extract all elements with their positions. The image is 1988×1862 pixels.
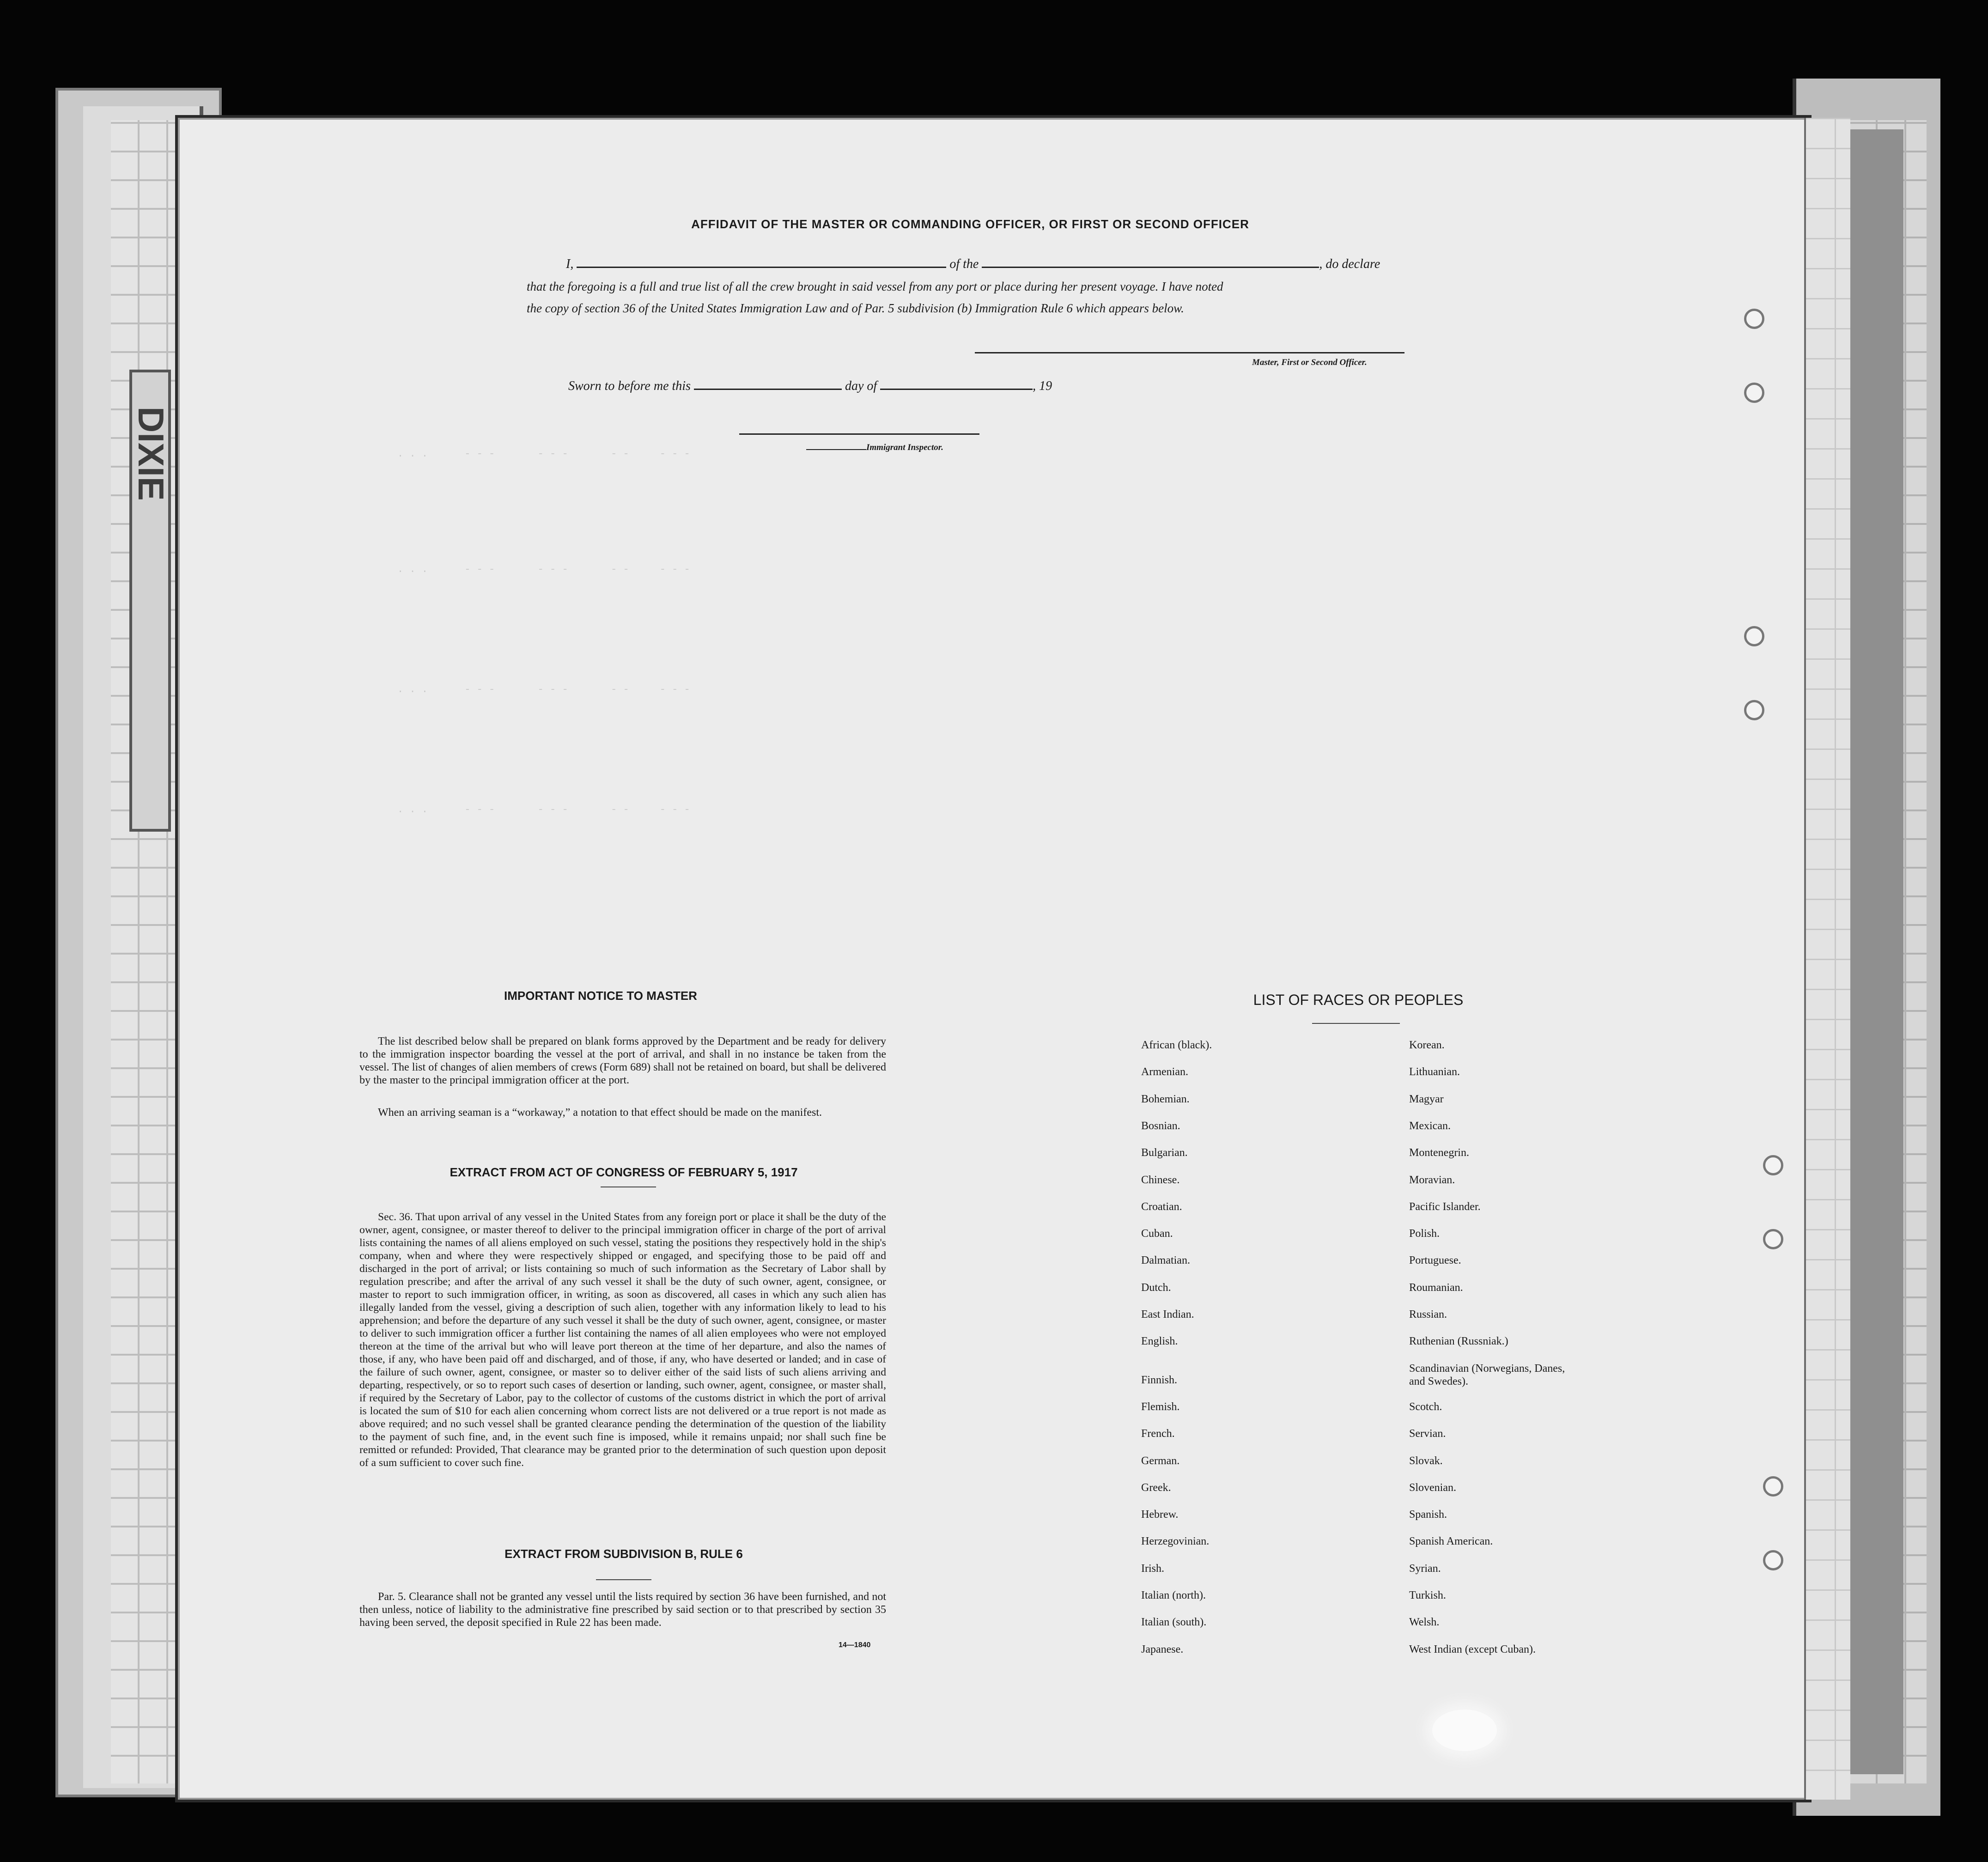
race-item: Russian. bbox=[1409, 1308, 1447, 1320]
race-item: German. bbox=[1141, 1454, 1180, 1467]
side-stamp-text: DIXIE bbox=[131, 407, 171, 501]
race-item: Bulgarian. bbox=[1141, 1147, 1188, 1159]
race-item: Mexican. bbox=[1409, 1120, 1451, 1132]
officer-name-blank bbox=[577, 267, 946, 268]
punch-hole bbox=[1744, 383, 1764, 403]
race-item: Slovenian. bbox=[1409, 1481, 1456, 1494]
race-item: Italian (north). bbox=[1141, 1589, 1206, 1601]
race-item: Ruthenian (Russniak.) bbox=[1409, 1335, 1508, 1348]
race-item: Italian (south). bbox=[1141, 1616, 1207, 1629]
master-signature-line bbox=[975, 352, 1404, 353]
race-item: Moravian. bbox=[1409, 1174, 1455, 1186]
divider bbox=[1312, 1023, 1400, 1024]
affidavit-line-1 bbox=[566, 257, 1444, 272]
extract-rule-text: Par. 5. Clearance shall not be granted any vessel until the lists required by section 36 have been furnished, and not then unless, notice of liability to the administrative fine prescribed by said section or to that prescribed by section 35 having been served, the deposit specified in Rule 22 has been made. bbox=[359, 1591, 886, 1629]
form-code: 14—1840 bbox=[839, 1641, 871, 1649]
race-item: Spanish American. bbox=[1409, 1535, 1493, 1548]
race-item: Turkish. bbox=[1409, 1589, 1446, 1601]
race-item: French. bbox=[1141, 1428, 1175, 1440]
race-item: Servian. bbox=[1409, 1428, 1446, 1440]
race-item: Finnish. bbox=[1141, 1374, 1178, 1386]
master-signature-label: Master, First or Second Officer. bbox=[1252, 358, 1367, 367]
race-item: Scotch. bbox=[1409, 1400, 1442, 1413]
race-item: Greek. bbox=[1141, 1481, 1171, 1494]
race-item: Syrian. bbox=[1409, 1562, 1441, 1575]
races-heading: LIST OF RACES OR PEOPLES bbox=[1253, 992, 1464, 1008]
race-item: Herzegovinian. bbox=[1141, 1535, 1210, 1548]
race-item: Croatian. bbox=[1141, 1200, 1182, 1213]
affidavit-line-3: the copy of section 36 of the United States Immigration Law and of Par. 5 subdivision (b) Immigration Rule 6 which appears below. bbox=[527, 301, 1184, 315]
extract-rule-heading: EXTRACT FROM SUBDIVISION B, RULE 6 bbox=[505, 1547, 743, 1561]
race-item: Korean. bbox=[1409, 1039, 1445, 1051]
race-item: Scandinavian (Norwegians, Danes, and Swedes). bbox=[1409, 1362, 1565, 1387]
sworn-day: day of bbox=[845, 379, 877, 393]
punch-hole bbox=[1744, 309, 1764, 329]
race-item: Bohemian. bbox=[1141, 1093, 1190, 1105]
notice-heading: IMPORTANT NOTICE TO MASTER bbox=[504, 989, 697, 1003]
race-item: Irish. bbox=[1141, 1562, 1164, 1575]
affidavit-line-2: that the foregoing is a full and true list of all the crew brought in said vessel from any port or place during her present voyage. I have noted bbox=[527, 280, 1223, 293]
punch-hole bbox=[1763, 1229, 1783, 1249]
race-item: Dalmatian. bbox=[1141, 1254, 1190, 1267]
race-item: Flemish. bbox=[1141, 1400, 1180, 1413]
page-stack-right bbox=[1848, 129, 1903, 1774]
race-item: Roumanian. bbox=[1409, 1281, 1463, 1294]
race-item: Dutch. bbox=[1141, 1281, 1171, 1294]
race-item: Slovak. bbox=[1409, 1454, 1443, 1467]
race-item: Chinese. bbox=[1141, 1174, 1180, 1186]
punch-hole bbox=[1763, 1476, 1783, 1497]
extract-act-text: Sec. 36. That upon arrival of any vessel in the United States from any foreign port or place it shall be the duty of the owner, agent, consignee, or master thereof to deliver to the principal immigration officer in charge of the port of arrival lists containing the names of all aliens employed on such vessel, stating the positions they respectively hold in the ship's company, when and where they were respectively shipped or engaged, and specifying those to be paid off and discharged in the port of arrival; or lists containing so much of such information as the Secretary of Labor shall by regulation prescribe; and after the arrival of any such vessel it shall be the duty of such owner, agent, consignee, or master to report to such immigration officer, in writing, as soon as discovered, all cases in which any such alien has illegally landed from the vessel, giving a description of such alien, together with any information likely to lead to his apprehension; and before the departure of any such vessel it shall be the duty of such owner, agent, consignee, or master to deliver to such immigration officer a further list containing the names of all alien employees who were not employed thereon at the time of the arrival but who will leave port thereon at the time of her departure, and also the names of those, if any, who have been paid off and discharged, and of those, if any, who have deserted or landed; and in case of the failure of such owner, agent, consignee, or master so to deliver either of the said lists of such aliens arriving and departing, respectively, or so to report such cases of desertion or landing, such owner, agent, consignee, or master shall, if required by the Secretary of Labor, pay to the collector of customs of the customs district in which the port of arrival is located the sum of $10 for each alien concerning whom correct lists are not delivered or a true report is not made as above required; and no such vessel shall be granted clearance pending the determination of the question of the liability to the payment of such fine, and, in the event such fine is imposed, while it remains unpaid; nor shall such fine be remitted or refunded: Provided, That clearance may be granted prior to the determination of such question upon deposit of a sum sufficient to cover such fine. bbox=[359, 1211, 886, 1469]
race-item: Welsh. bbox=[1409, 1616, 1440, 1629]
affidavit-of-the: of the bbox=[949, 257, 979, 271]
inspector-signature-label: Immigrant Inspector. bbox=[806, 443, 982, 453]
race-item: Montenegrin. bbox=[1409, 1147, 1469, 1159]
race-item: Pacific Islander. bbox=[1409, 1200, 1481, 1213]
affidavit-title: AFFIDAVIT OF THE MASTER OR COMMANDING OFFICER, OR FIRST OR SECOND OFFICER bbox=[691, 217, 1249, 231]
race-item: English. bbox=[1141, 1335, 1178, 1348]
sworn-line bbox=[568, 379, 1169, 394]
inspector-signature-line bbox=[739, 433, 979, 435]
punch-hole bbox=[1744, 700, 1764, 720]
race-item: East Indian. bbox=[1141, 1308, 1194, 1320]
race-item: Portuguese. bbox=[1409, 1254, 1461, 1267]
sworn-year: , 19 bbox=[1033, 379, 1052, 393]
notice-paragraph-1: The list described below shall be prepared on blank forms approved by the Department and be ready for delivery to the immigration inspector boarding the vessel at the port of arrival, and shall in no instance be taken from the vessel. The list of changes of alien members of crews (Form 689) shall not be retained on board, but shall be delivered by the master to the principal immigration officer at the port. bbox=[359, 1035, 886, 1086]
affidavit-i: I, bbox=[566, 257, 574, 271]
race-item: West Indian (except Cuban). bbox=[1409, 1643, 1536, 1655]
sworn-month-blank bbox=[880, 389, 1033, 390]
race-item: Armenian. bbox=[1141, 1066, 1188, 1078]
race-item: Japanese. bbox=[1141, 1643, 1184, 1655]
punch-hole bbox=[1763, 1550, 1783, 1570]
divider bbox=[596, 1579, 651, 1580]
race-item: African (black). bbox=[1141, 1039, 1212, 1051]
notice-paragraph-2: When an arriving seaman is a “workaway,” a notation to that effect should be made on the manifest. bbox=[378, 1107, 822, 1119]
race-item: Bosnian. bbox=[1141, 1120, 1180, 1132]
paper-damage-spot bbox=[1432, 1710, 1497, 1751]
race-item: Magyar bbox=[1409, 1093, 1444, 1105]
vessel-name-blank bbox=[982, 267, 1319, 268]
race-item: Spanish. bbox=[1409, 1509, 1447, 1521]
race-item: Cuban. bbox=[1141, 1228, 1173, 1240]
extract-act-heading: EXTRACT FROM ACT OF CONGRESS OF FEBRUARY 5, 1917 bbox=[450, 1165, 798, 1179]
punch-hole bbox=[1763, 1155, 1783, 1175]
race-item: Hebrew. bbox=[1141, 1509, 1179, 1521]
race-item: Lithuanian. bbox=[1409, 1066, 1460, 1078]
sworn-prefix: Sworn to before me this bbox=[568, 379, 691, 393]
race-item: Polish. bbox=[1409, 1228, 1440, 1240]
punch-hole bbox=[1744, 626, 1764, 646]
sworn-date-blank bbox=[694, 389, 842, 390]
affidavit-declare: , do declare bbox=[1319, 257, 1380, 271]
right-margin-strip bbox=[1804, 118, 1850, 1800]
